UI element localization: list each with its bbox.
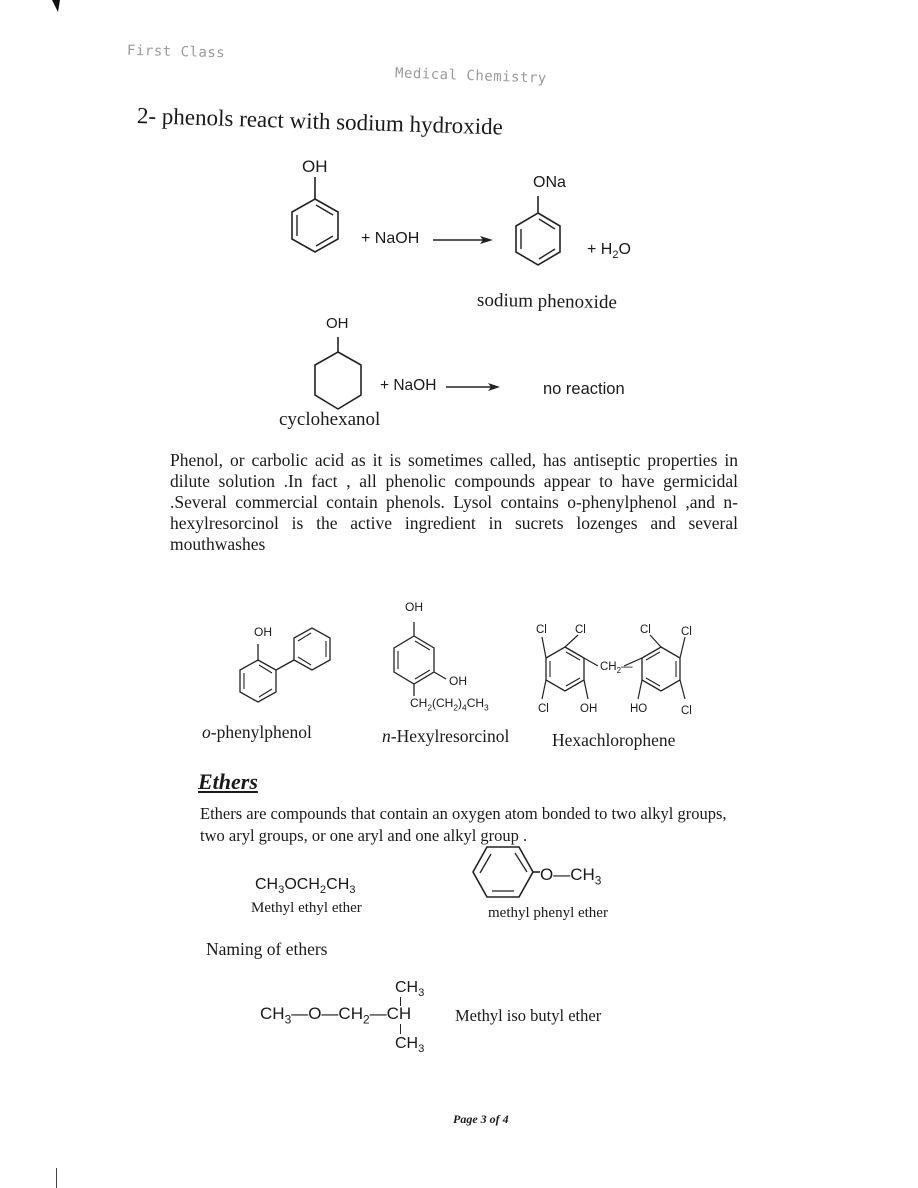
methyl-phenyl-ether-name: methyl phenyl ether (488, 905, 608, 921)
branch-bottom-methyl: $CH_3$ (395, 1035, 425, 1056)
benzene-ring-structure (468, 842, 548, 902)
page-number: Page 3 of 4 (453, 1112, 509, 1126)
water-prefix: + H (587, 241, 613, 258)
section-title: 2- phenols react with sodium hydroxide (136, 103, 504, 140)
hexachlorophene-structure (530, 615, 710, 715)
cyclohexanol-structure (305, 325, 375, 420)
sodium-phenoxide-label: sodium phenoxide (476, 289, 618, 314)
ethers-definition: Ethers are compounds that contain an oxygen atom bonded to two alkyl groups, two aryl groups, or one aryl and one alkyl group . (200, 804, 727, 845)
oh-left-label: OH (580, 703, 598, 715)
hexylresorcinol-structure (380, 610, 460, 700)
ho-right-label: HO (630, 703, 648, 715)
header-subject: Medical Chemistry (394, 65, 548, 87)
hexylresorcinol-name-rest: -Hexylresorcinol (390, 726, 510, 746)
hexachlorophene-label: Hexachlorophene (552, 730, 676, 750)
cyclohexanol-label: cyclohexanol (279, 409, 381, 430)
phenylphenol-name-rest: -phenylphenol (210, 722, 312, 742)
water-subscript: 2 (612, 249, 619, 262)
cl-label-6: Cl (681, 705, 692, 717)
antiseptic-paragraph: Phenol, or carbolic acid as it is sometimes called, has antiseptic properties in dilute solution .In fact , all phenolic compounds appear to have germicidal .Several commercial contain phenols. Lysol contains o-phenylphenol ,and n-hexylresorcinol is the active ingredient in sucrets lozenges and several mouthwashes (170, 450, 738, 554)
methyl-isobutyl-ether-name: Methyl iso butyl ether (455, 1006, 602, 1025)
methyl-ethyl-ether-formula: $CH_3OCH_2CH_3$ (255, 876, 356, 897)
n-hexylresorcinol-label (382, 726, 509, 747)
no-reaction-label: no reaction (543, 380, 625, 398)
scan-edge-line (56, 1168, 57, 1188)
hexylresorcinol-side-oh: OH (449, 674, 467, 688)
ch2-bridge-label: $CH_2—$ (600, 661, 633, 675)
methoxy-group-label: $O—CH_3$ (540, 865, 602, 888)
isobutyl-main-chain: $CH_3—O—CH_2—CH$ (260, 1004, 412, 1027)
reaction1-arrow (433, 234, 495, 246)
cl-label-5: Cl (538, 703, 549, 715)
reaction1-reagent: + NaOH (361, 230, 420, 247)
phenol-oh-label: OH (302, 157, 328, 176)
ethers-heading: Ethers (198, 769, 258, 794)
phenylphenol-oh-label: OH (254, 625, 272, 639)
hexylresorcinol-italic-prefix: n (382, 726, 391, 746)
sodium-phenoxide-structure (505, 180, 575, 280)
header-course: First Class (126, 42, 226, 62)
o-phenylphenol-label (202, 722, 312, 743)
phenylphenol-italic-prefix: o (202, 722, 211, 742)
cl-label-2: Cl (575, 624, 586, 636)
scan-corner-mark (52, 0, 60, 12)
methyl-ethyl-ether-name: Methyl ethyl ether (251, 900, 362, 916)
cl-label-4: Cl (681, 626, 692, 638)
water-byproduct (587, 241, 631, 261)
cl-label-1: Cl (536, 624, 547, 636)
cl-label-3: Cl (640, 624, 651, 636)
branch-top-methyl: $CH_3$ (395, 979, 425, 1000)
hexyl-chain-label: $CH_2(CH_2)_4CH_3$ (410, 696, 489, 713)
reaction2-reagent: + NaOH (380, 377, 437, 394)
hexylresorcinol-top-oh: OH (405, 600, 423, 614)
naming-of-ethers-label: Naming of ethers (206, 939, 328, 959)
o-phenylphenol-structure (232, 612, 352, 712)
branch-bottom-bond (400, 1024, 401, 1034)
phenoxide-ona-label: ONa (533, 174, 566, 191)
reaction2-arrow (446, 381, 502, 393)
cyclohexanol-oh-label: OH (326, 315, 349, 332)
water-suffix: O (618, 241, 631, 258)
